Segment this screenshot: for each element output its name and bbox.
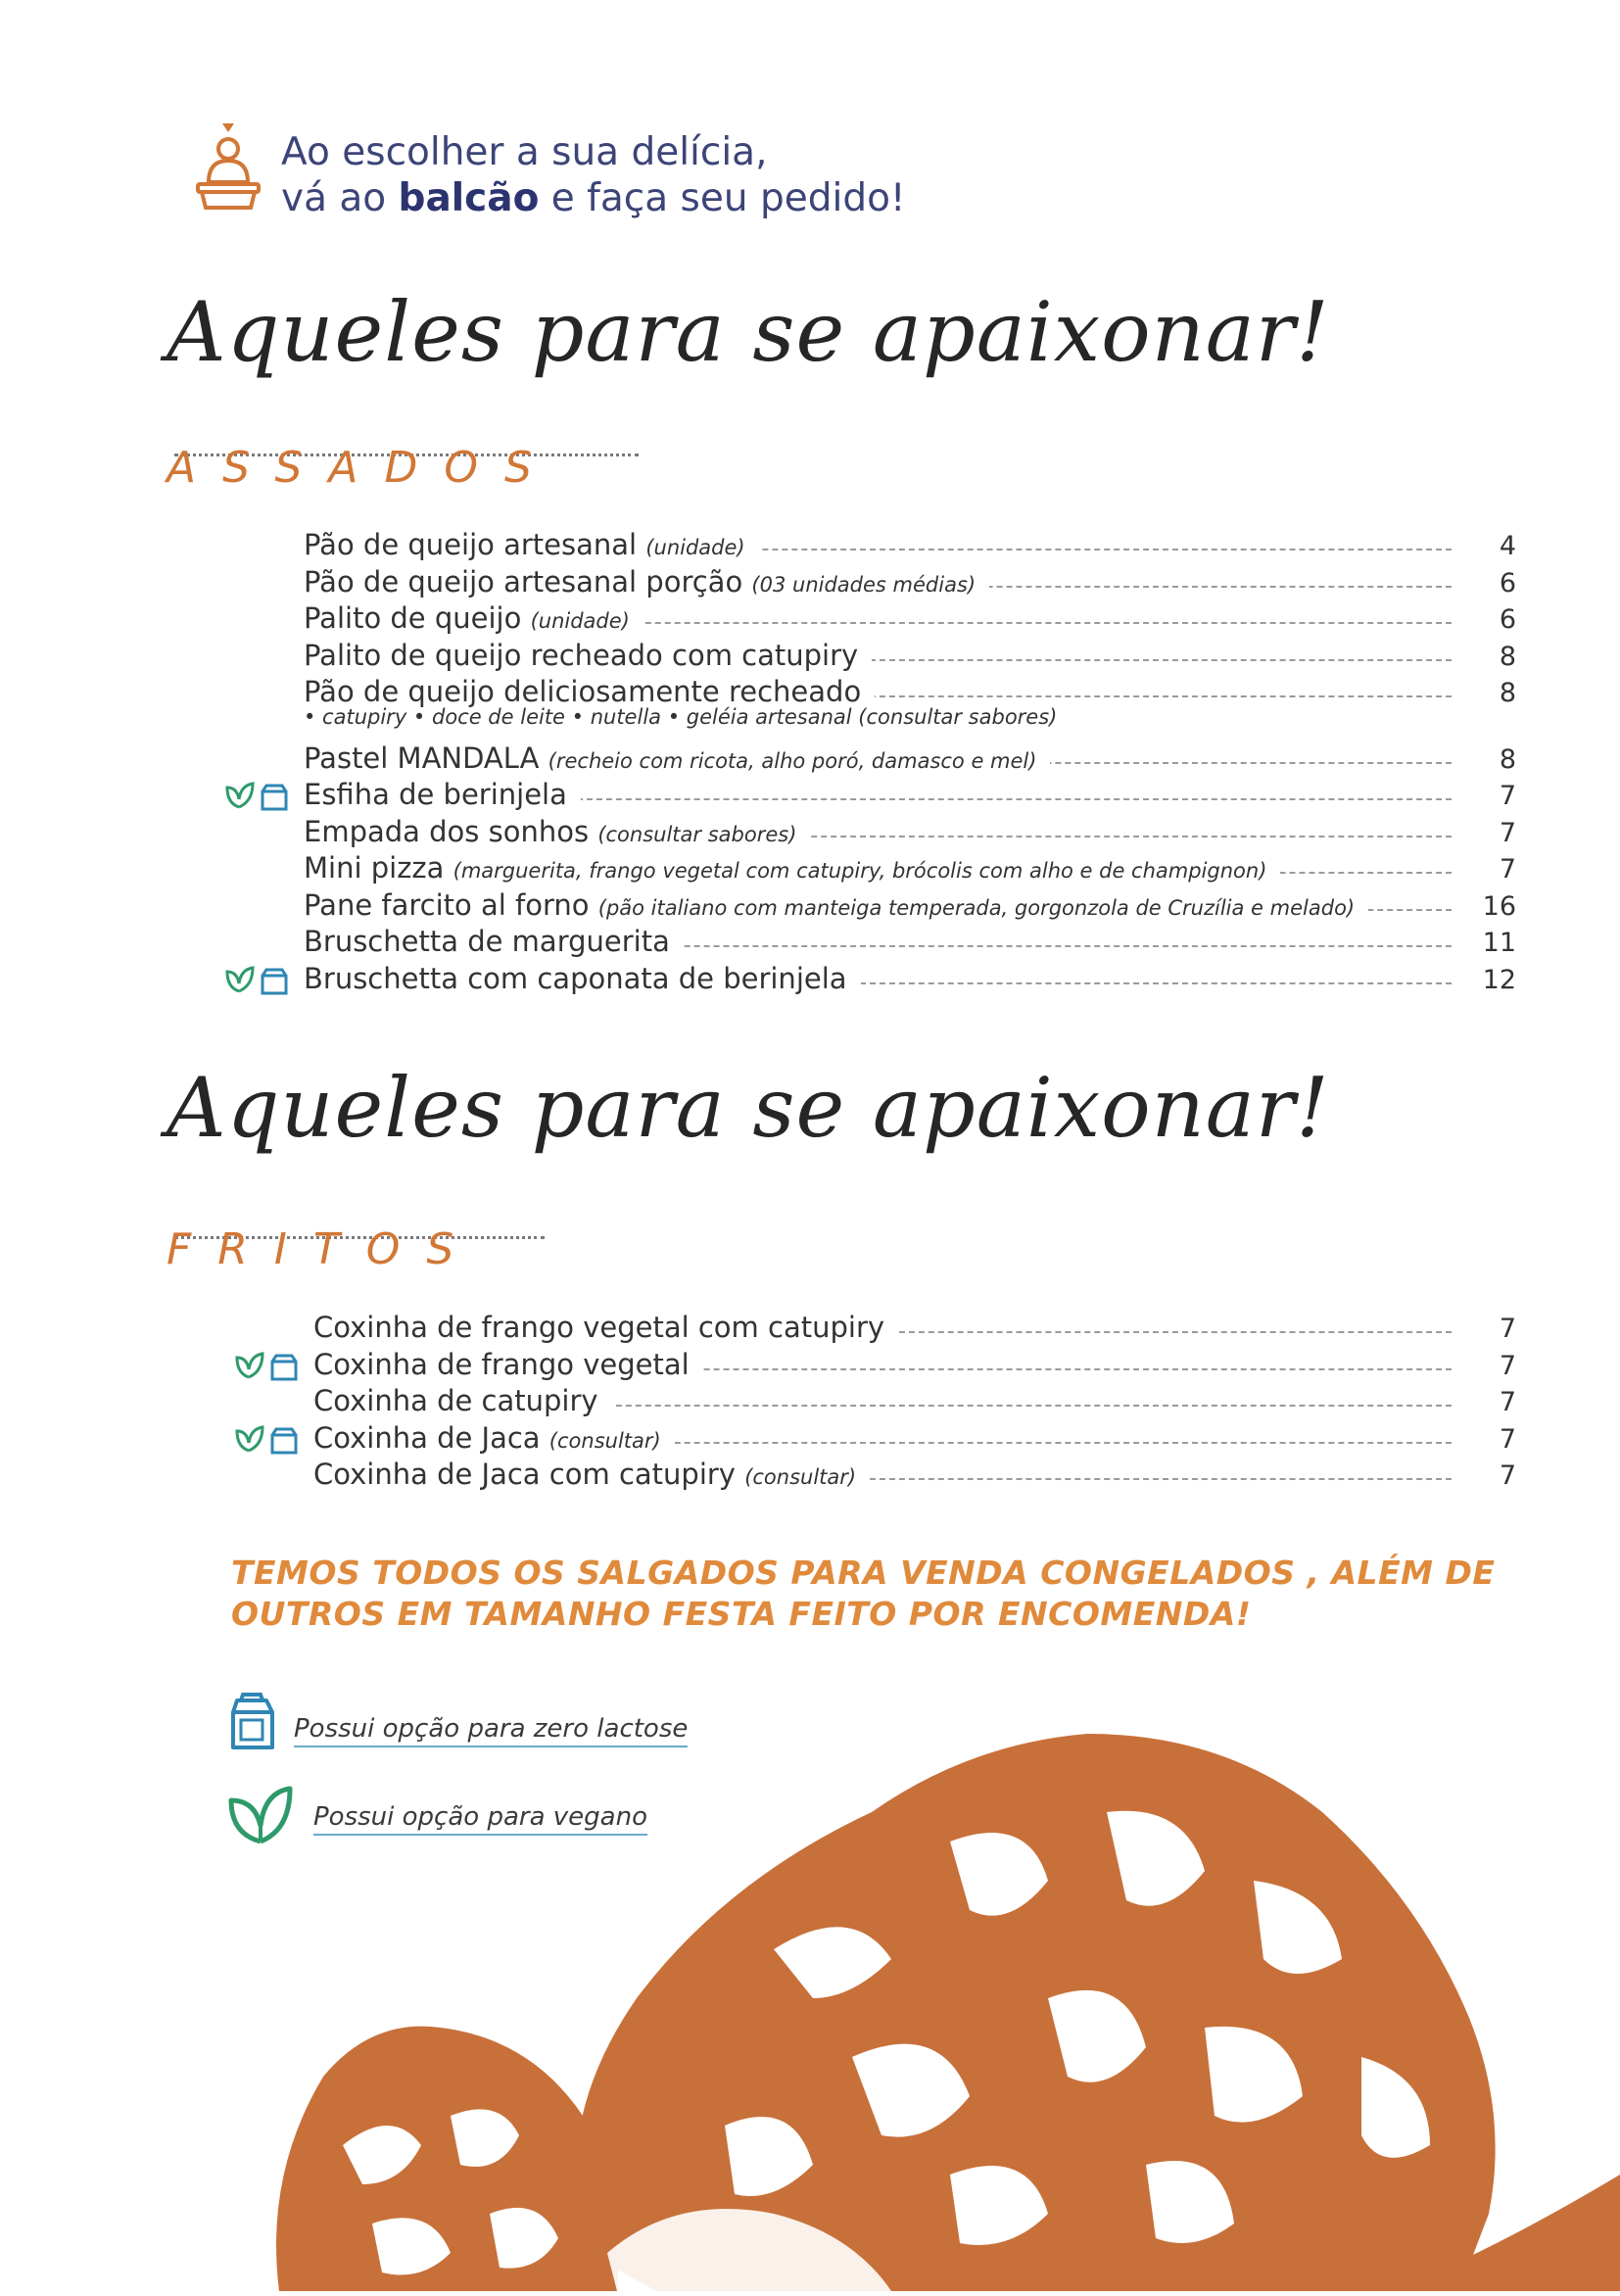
menu-item-name: [304, 527, 759, 566]
menu-item-title: Pão de queijo artesanal: [304, 528, 638, 561]
menu-item: [313, 1310, 1516, 1346]
menu-item-title: Pão de queijo artesanal porção: [304, 564, 743, 598]
line2-pre: vá ao: [281, 176, 399, 220]
order-instructions: [281, 129, 906, 221]
legend-lactose-text: Possui opção para zero lactose: [294, 1714, 688, 1747]
menu-item-name: [304, 564, 989, 603]
menu-item-price: 7: [1499, 781, 1516, 811]
menu-item-note: (consultar): [744, 1465, 857, 1489]
line2-post: e faça seu pedido!: [539, 176, 906, 220]
menu-item-title: Palito de queijo recheado com catupiry: [304, 638, 859, 672]
menu-item-name: [304, 741, 1050, 780]
menu-item: [313, 1347, 1516, 1383]
diet-badges: [235, 1350, 306, 1381]
menu-item-price: 16: [1482, 890, 1516, 922]
menu-item-note: (recheio com ricota, alho poró, damasco e mel): [548, 748, 1037, 773]
section-heading-fritos: FRITOS: [167, 1224, 481, 1274]
menu-item-price: 6: [1499, 567, 1516, 598]
milk-carton-icon: [262, 970, 286, 993]
menu-item: [304, 777, 1516, 813]
diet-badges: [225, 964, 296, 995]
menu-item-flavors: • catupiry • doce de leite • nutella • geléia artesanal (consultar sabores): [304, 704, 1058, 729]
section-heading-assados: ASSADOS: [167, 443, 558, 493]
menu-item-title: Coxinha de Jaca: [313, 1420, 541, 1455]
menu-item: [304, 887, 1516, 924]
menu-item-title: Coxinha de Jaca com catupiry: [313, 1458, 736, 1491]
menu-item-name: [304, 600, 643, 640]
diet-badges: [225, 780, 296, 811]
menu-item-name: [304, 777, 581, 813]
menu-item: [313, 1457, 1516, 1493]
order-instructions-line2: [281, 175, 906, 221]
menu-item-price: 7: [1499, 1423, 1516, 1455]
menu-item-title: Pastel MANDALA: [304, 741, 540, 775]
counter-bell-icon: [192, 120, 264, 217]
bread-illustration: [264, 1704, 1620, 2291]
menu-item: [313, 1383, 1516, 1419]
menu-item-title: Bruschetta de marguerita: [304, 925, 670, 958]
menu-item: [304, 638, 1516, 674]
menu-item-price: 7: [1499, 817, 1516, 848]
counter-word: balcão: [398, 176, 540, 220]
menu-item-name: [313, 1310, 898, 1346]
leaf-icon: [237, 1427, 262, 1451]
menu-item-price: 12: [1482, 964, 1516, 995]
menu-item-name: [313, 1383, 612, 1419]
leaf-icon: [227, 784, 253, 807]
menu-item-price: 6: [1499, 604, 1516, 635]
order-instructions-line1: Ao escolher a sua delícia,: [281, 130, 768, 174]
menu-item-name: [313, 1420, 675, 1459]
leaf-icon: [237, 1354, 262, 1377]
menu-item-note: (03 unidades médias): [751, 572, 977, 597]
menu-item-price: 8: [1499, 743, 1516, 775]
menu-item: [304, 850, 1516, 886]
menu-item-price: 7: [1499, 1314, 1516, 1344]
menu-item-price: 7: [1499, 1460, 1516, 1491]
menu-item: [304, 814, 1516, 850]
menu-item: [313, 1420, 1516, 1457]
menu-item: [304, 527, 1516, 563]
menu-item-name: [304, 924, 684, 960]
menu-item-title: Coxinha de frango vegetal: [313, 1347, 690, 1381]
menu-item-price: 7: [1499, 1387, 1516, 1417]
menu-item-name: [304, 850, 1280, 889]
menu-item-price: 7: [1499, 854, 1516, 885]
menu-item: [304, 961, 1516, 997]
milk-carton-icon: [272, 1356, 296, 1379]
script-title-fritos: Aqueles para se apaixonar!: [167, 1060, 1330, 1156]
menu-item-price: 4: [1499, 531, 1516, 561]
menu-item-note: (consultar): [548, 1428, 661, 1453]
menu-item-note: (pão italiano com manteiga temperada, gorgonzola de Cruzília e melado): [597, 895, 1356, 920]
legend-vegan-text: Possui opção para vegano: [313, 1802, 647, 1836]
menu-item-price: 7: [1499, 1350, 1516, 1381]
menu-item: [304, 741, 1516, 777]
menu-item-title: Pane farcito al forno: [304, 887, 590, 922]
menu-item-note: (unidade): [530, 609, 630, 633]
menu-item-note: (marguerita, frango vegetal com catupiry, brócolis com alho e de champignon): [453, 859, 1267, 883]
menu-item-name: [304, 887, 1368, 927]
menu-item: [304, 924, 1516, 960]
menu-item-price: 11: [1482, 928, 1516, 958]
menu-item-title: Empada dos sonhos: [304, 814, 590, 848]
frozen-notice-line1: TEMOS TODOS OS SALGADOS PARA VENDA CONGELADOS , ALÉM DE: [231, 1554, 1496, 1592]
menu-item-note: (consultar sabores): [597, 822, 797, 846]
menu-item-name: [313, 1457, 870, 1496]
frozen-notice: [231, 1553, 1495, 1635]
menu-item-title: Mini pizza: [304, 851, 445, 885]
menu-item-title: Coxinha de catupiry: [313, 1384, 598, 1417]
menu-item-note: (unidade): [645, 536, 745, 559]
menu-item-title: Pão de queijo deliciosamente recheado: [304, 675, 862, 708]
menu-item-name: [304, 961, 861, 997]
menu-item-title: Coxinha de frango vegetal com catupiry: [313, 1311, 885, 1344]
script-title-assados: Aqueles para se apaixonar!: [167, 284, 1330, 380]
frozen-notice-line2: OUTROS EM TAMANHO FESTA FEITO POR ENCOMENDA!: [231, 1595, 1252, 1633]
menu-item-name: [304, 814, 810, 853]
menu-item-price: 8: [1499, 678, 1516, 708]
menu-item-price: 8: [1499, 641, 1516, 672]
milk-carton-icon: [272, 1429, 296, 1453]
menu-item: [304, 564, 1516, 600]
menu-item-name: [313, 1347, 703, 1383]
menu-item-title: Bruschetta com caponata de berinjela: [304, 961, 847, 995]
menu-item: [304, 600, 1516, 637]
menu-item-title: Esfiha de berinjela: [304, 778, 567, 811]
leaf-icon: [227, 968, 253, 991]
menu-item-name: [304, 638, 872, 674]
menu-item-title: Palito de queijo: [304, 601, 522, 635]
milk-carton-icon: [262, 786, 286, 809]
diet-badges: [235, 1423, 306, 1455]
